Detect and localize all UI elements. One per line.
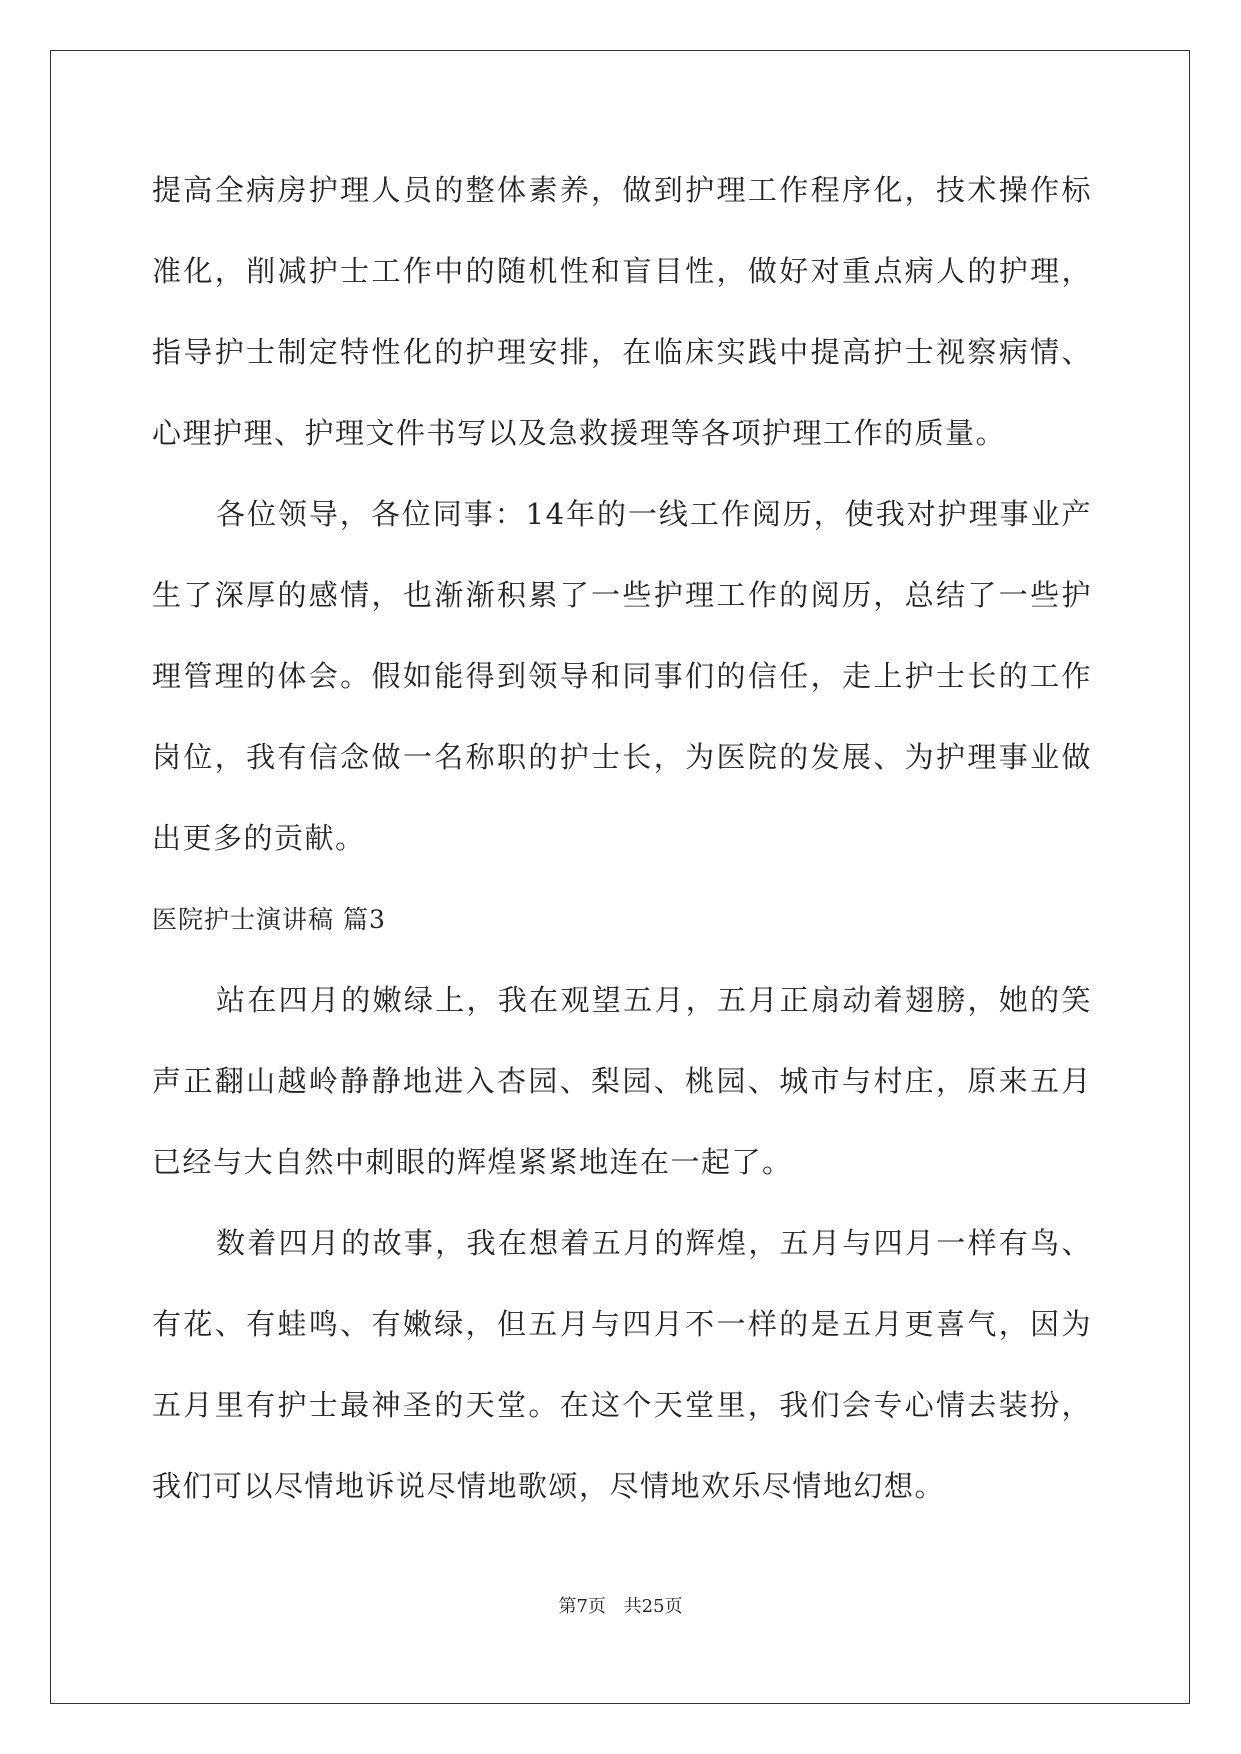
page-total: 共25页 — [623, 1596, 683, 1617]
paragraph: 数着四月的故事，我在想着五月的辉煌，五月与四月一样有鸟、有花、有蛙鸣、有嫩绿，但五月与四月不一样的是五月更喜气，因为五月里有护士最神圣的天堂。在这个天堂里，我们会专心情去装扮，我们可以尽情地诉说尽情地歌颂，尽情地欢乐尽情地幻想。 — [152, 1226, 1092, 1503]
document-body — [152, 150, 1092, 1527]
paragraph: 站在四月的嫩绿上，我在观望五月，五月正扇动着翅膀，她的笑声正翻山越岭静静地进入杏园、梨园、桃园、城市与村庄，原来五月已经与大自然中刺眼的辉煌紧紧地连在一起了。 — [152, 983, 1092, 1179]
paragraph: 各位领导，各位同事：14年的一线工作阅历，使我对护理事业产生了深厚的感情，也渐渐积累了一些护理工作的阅历，总结了一些护理管理的体会。假如能得到领导和同事们的信任，走上护士长的工作岗位，我有信念做一名称职的护士长，为医院的发展、为护理事业做出更多的贡献。 — [152, 497, 1092, 855]
page-footer — [0, 1592, 1241, 1618]
paragraph: 提高全病房护理人员的整体素养，做到护理工作程序化，技术操作标准化，削减护士工作中的随机性和盲目性，做好对重点病人的护理，指导护士制定特性化的护理安排，在临床实践中提高护士视察病情、心理护理、护理文件书写以及急救援理等各项护理工作的质量。 — [152, 173, 1092, 450]
page-number: 第7页 — [558, 1596, 606, 1617]
section-title: 医院护士演讲稿 篇3 — [152, 905, 386, 934]
